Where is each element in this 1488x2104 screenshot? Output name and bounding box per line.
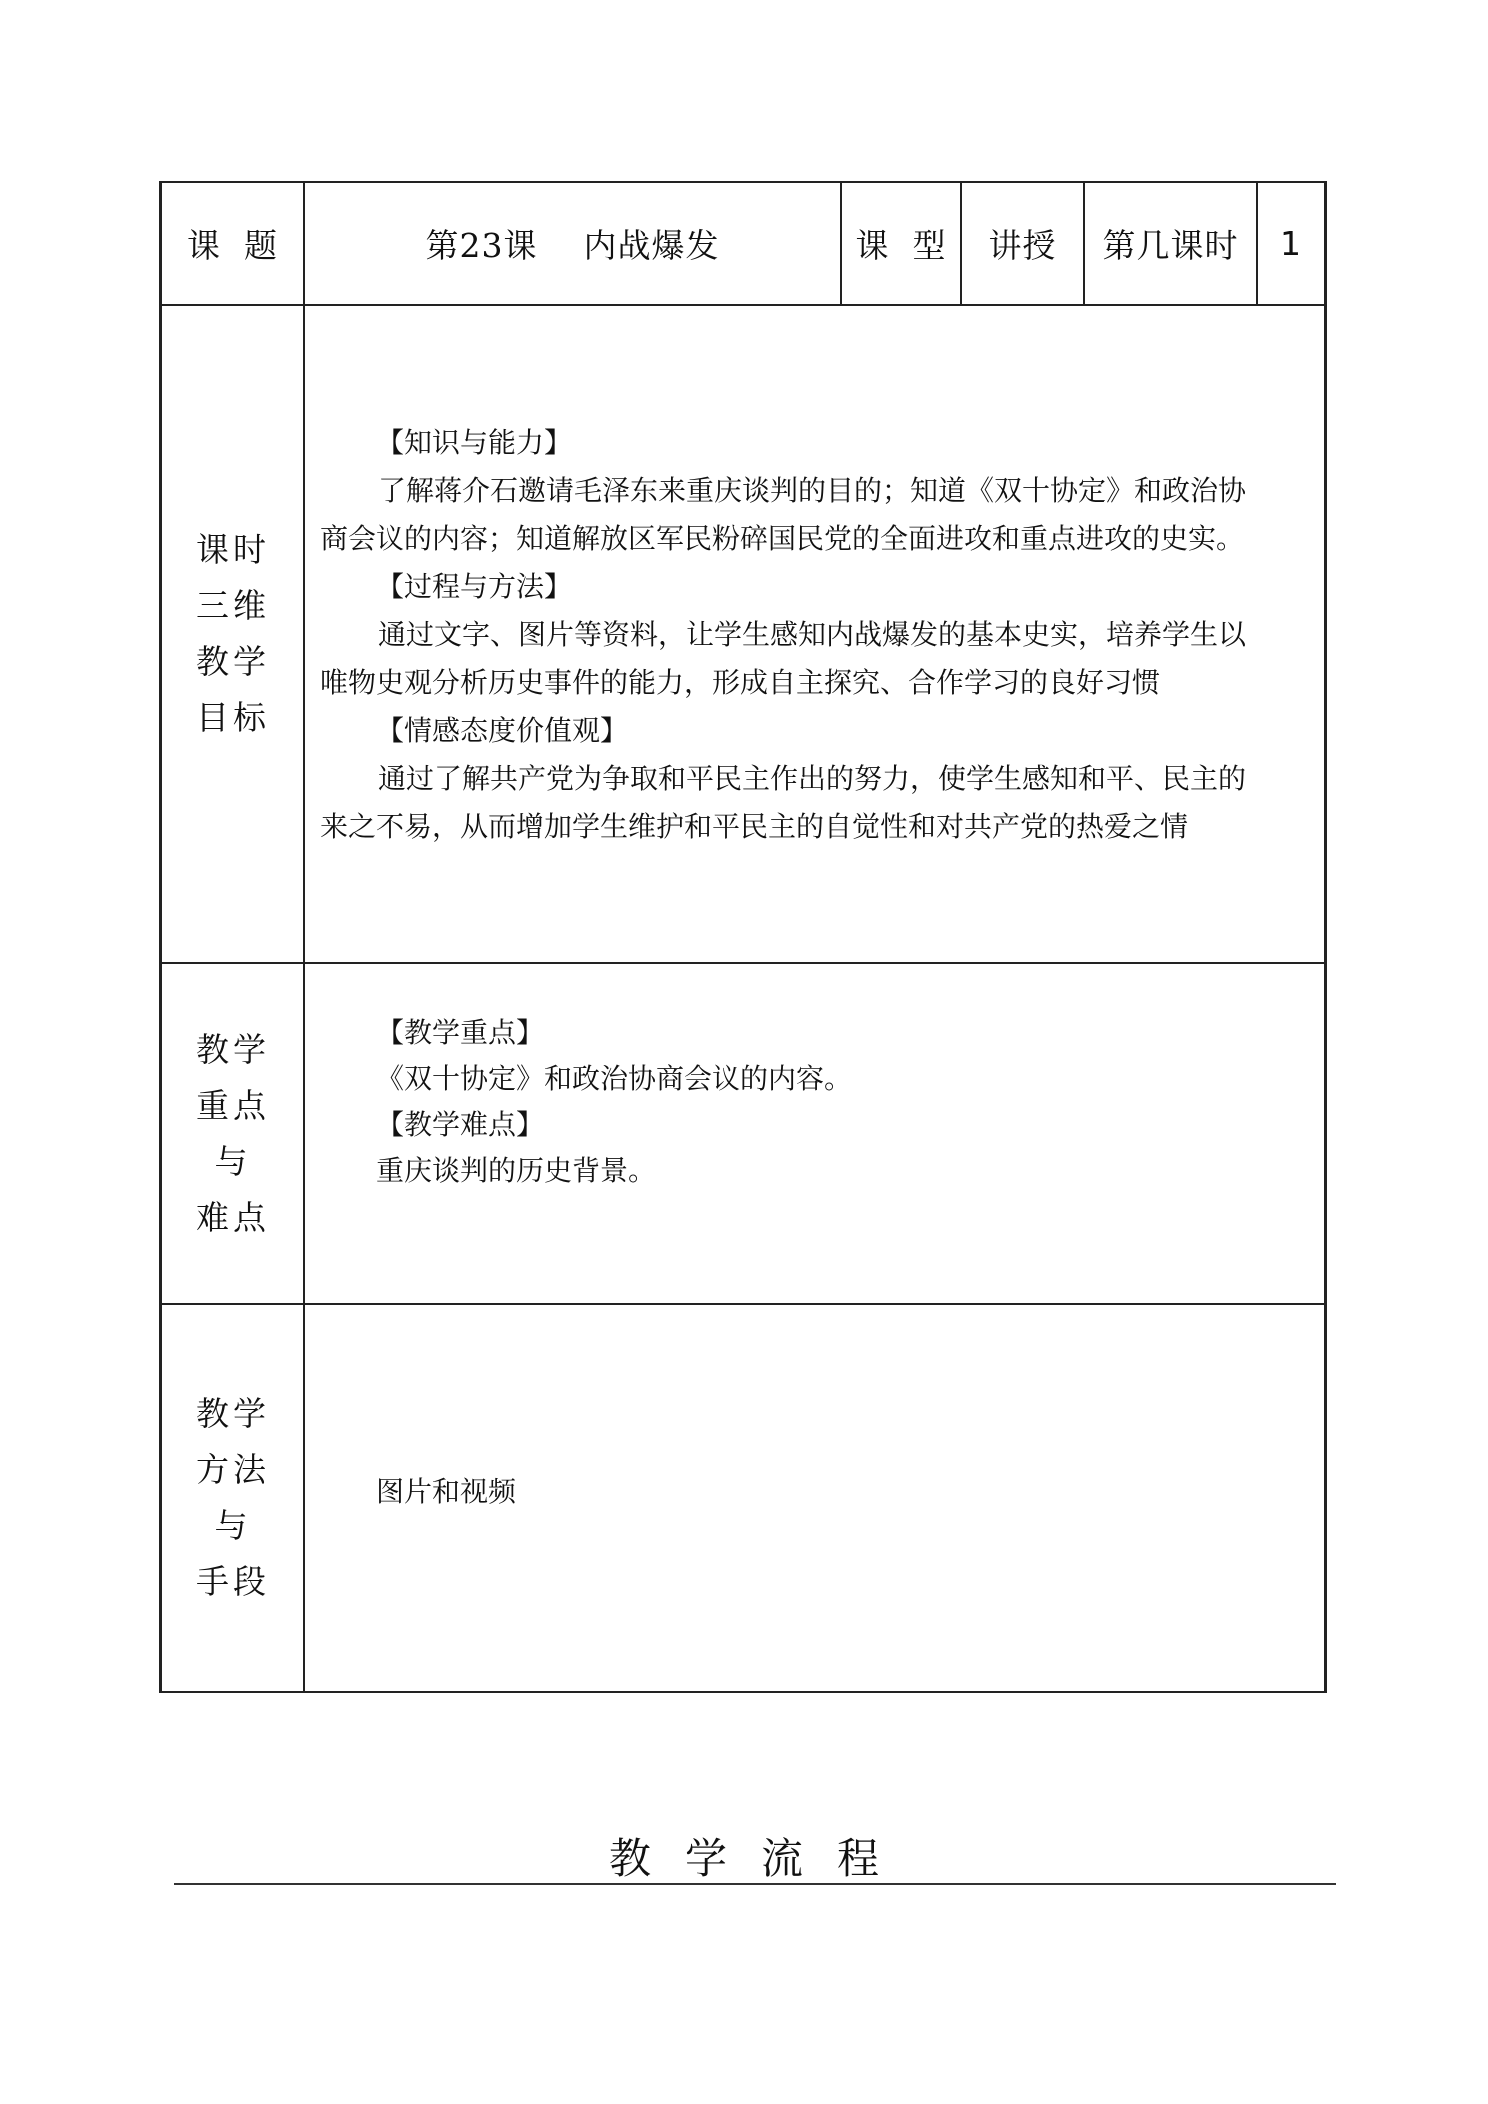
flow-title-rule bbox=[174, 1883, 1336, 1885]
topic-value: 第23课 内战爆发 bbox=[425, 226, 720, 265]
emotion-text: 来之不易，从而增加学生维护和平民主的自觉性和对共产党的热爱之情 bbox=[320, 810, 1189, 843]
objectives-label-line: 目标 bbox=[196, 698, 270, 737]
topic-label: 课 题 bbox=[187, 226, 278, 265]
methods-text: 图片和视频 bbox=[376, 1475, 517, 1508]
difficult-text: 重庆谈判的历史背景。 bbox=[376, 1154, 657, 1187]
knowledge-text: 商会议的内容；知道解放区军民粉碎国民党的全面进攻和重点进攻的史实。 bbox=[320, 522, 1245, 555]
lesson-plan-table bbox=[159, 181, 1327, 1693]
period-label: 第几课时 bbox=[1102, 226, 1239, 265]
key-heading: 【教学重点】 bbox=[376, 1016, 545, 1049]
objectives-label bbox=[162, 306, 304, 962]
methods-content bbox=[320, 1468, 1320, 1516]
objectives-label-line: 教学 bbox=[196, 642, 270, 681]
type-value: 讲授 bbox=[988, 226, 1057, 265]
keypoints-label-line: 教学 bbox=[196, 1029, 270, 1069]
keypoints-label-line: 难点 bbox=[196, 1197, 270, 1237]
methods-label bbox=[162, 1305, 304, 1691]
difficult-heading: 【教学难点】 bbox=[376, 1108, 545, 1141]
row-divider-header bbox=[159, 304, 1327, 306]
methods-label-line: 教学 bbox=[196, 1394, 270, 1433]
flow-title: 教学流程 bbox=[608, 1834, 913, 1883]
objectives-label-line: 课时 bbox=[196, 530, 270, 569]
keypoints-label-line: 与 bbox=[214, 1141, 252, 1181]
keypoints-label bbox=[162, 964, 304, 1303]
row-divider-objectives bbox=[159, 962, 1327, 964]
emotion-text: 通过了解共产党为争取和平民主作出的努力，使学生感知和平、民主的 bbox=[378, 762, 1247, 795]
emotion-heading: 【情感态度价值观】 bbox=[376, 714, 629, 747]
methods-label-line: 手段 bbox=[196, 1562, 270, 1601]
type-label: 课 型 bbox=[855, 226, 947, 265]
process-heading: 【过程与方法】 bbox=[376, 570, 573, 603]
period-value: 1 bbox=[1280, 224, 1302, 263]
knowledge-text: 了解蒋介石邀请毛泽东来重庆谈判的目的；知道《双十协定》和政治协 bbox=[378, 474, 1247, 507]
keypoints-content bbox=[320, 1010, 1320, 1194]
methods-label-line: 与 bbox=[214, 1506, 252, 1545]
process-text: 通过文字、图片等资料，让学生感知内战爆发的基本史实，培养学生以 bbox=[378, 618, 1247, 651]
objectives-label-line: 三维 bbox=[196, 586, 270, 625]
row-divider-keypoints bbox=[159, 1303, 1327, 1305]
methods-label-line: 方法 bbox=[196, 1450, 270, 1489]
keypoints-label-line: 重点 bbox=[196, 1085, 270, 1125]
knowledge-heading: 【知识与能力】 bbox=[376, 426, 573, 459]
key-text: 《双十协定》和政治协商会议的内容。 bbox=[376, 1062, 853, 1095]
process-text: 唯物史观分析历史事件的能力，形成自主探究、合作学习的良好习惯 bbox=[320, 666, 1161, 699]
objectives-content bbox=[320, 419, 1320, 851]
